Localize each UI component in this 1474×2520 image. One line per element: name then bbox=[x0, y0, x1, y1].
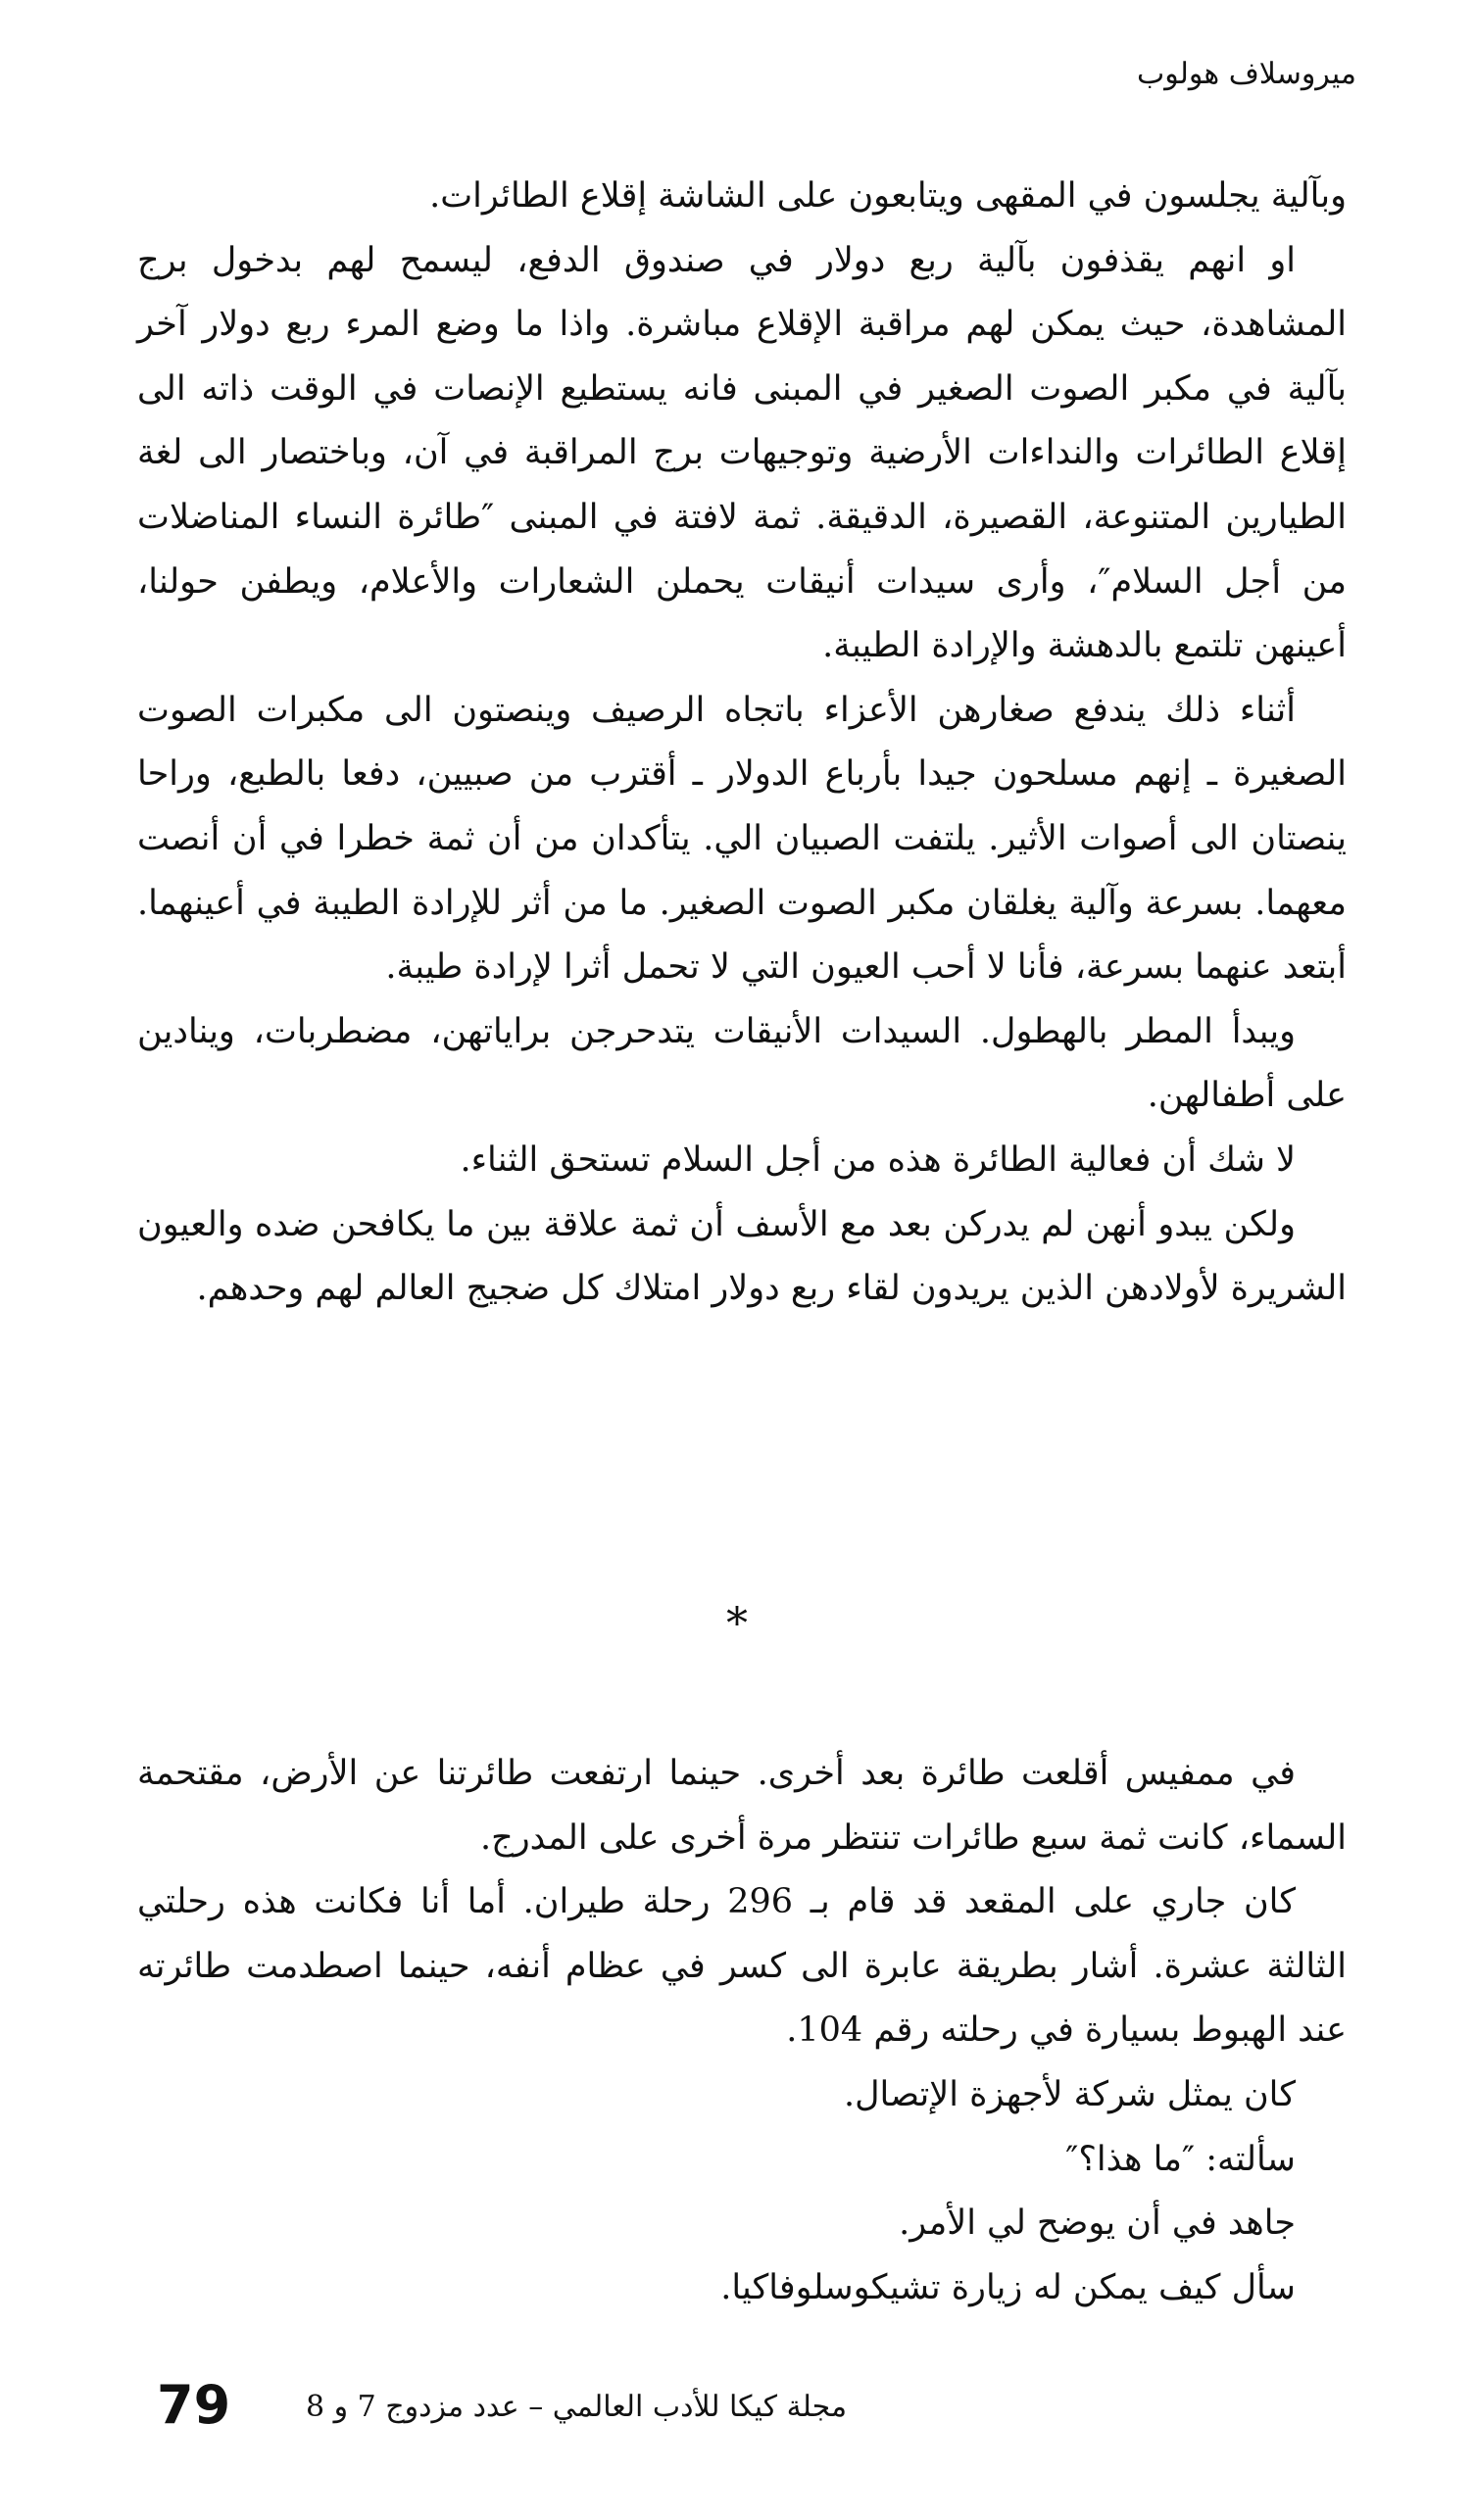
paragraph: جاهد في أن يوضح لي الأمر. bbox=[899, 2204, 1296, 2244]
footer-journal-title: مجلة كيكا للأدب العالمي – عدد مزدوج 7 و 8 bbox=[306, 2390, 848, 2424]
paragraph: في ممفيس أقلعت طائرة بعد أخرى. حينما ارتفعت طائرتنا عن الأرض، مقتحمة السماء، كانت ثمة سبع طائرات تنتظر مرة أخرى على المدرج. bbox=[137, 1754, 1347, 1858]
text-section-1 bbox=[137, 165, 1347, 1322]
paragraph: لا شك أن فعالية الطائرة هذه من أجل السلام تستحق الثناء. bbox=[460, 1139, 1296, 1180]
running-head-author: ميروسلاف هولوب bbox=[1136, 57, 1356, 91]
paragraph: ولكن يبدو أنهن لم يدركن بعد مع الأسف أن ثمة علاقة بين ما يكافحن ضده والعيون الشريرة لأولادهن الذين يريدون لقاء ربع دولار امتلاك كل ضجيج العالم لهم وحدهم. bbox=[137, 1204, 1347, 1309]
paragraph: سألته: ″ما هذا؟″ bbox=[1065, 2139, 1296, 2179]
paragraph: أثناء ذلك يندفع صغارهن الأعزاء باتجاه الرصيف وينصتون الى مكبرات الصوت الصغيرة ـ إنهم مسلحون جيدا بأرباع الدولار ـ أقترب من صبيين، دفعا بالطبع، وراحا ينصتان الى أصوات الأثير. يلتفت الصبيان الي. يتأكدان من أن ثمة خطرا في أن أنصت معهما. بسرعة وآلية يغلقان مكبر الصوت الصغير. ما من أثر للإرادة الطيبة في أعينهما. أبتعد عنهما بسرعة، فأنا لا أحب العيون التي لا تحمل أثرا لإرادة طيبة. bbox=[137, 690, 1347, 988]
paragraph: كان جاري على المقعد قد قام بـ 296 رحلة طيران. أما أنا فكانت هذه رحلتي الثالثة عشرة. أشار بطريقة عابرة الى كسر في عظام أنفه، حينما اصطدمت طائرته عند الهبوط بسيارة في رحلته رقم 104. bbox=[137, 1882, 1347, 2051]
text-section-2 bbox=[137, 1742, 1347, 2320]
page-number: 79 bbox=[157, 2374, 231, 2436]
paragraph: او انهم يقذفون بآلية ربع دولار في صندوق الدفع، ليسمح لهم بدخول برج المشاهدة، حيث يمكن لهم مراقبة الإقلاع مباشرة. واذا ما وضع المرء ربع دولار آخر بآلية في مكبر الصوت الصغير في المبنى فانه يستطيع الإنصات في الوقت ذاته الى إقلاع الطائرات والنداءات الأرضية وتوجيهات برج المراقبة في آن، وباختصار الى لغة الطيارين المتنوعة، القصيرة، الدقيقة. ثمة لافتة في المبنى ″طائرة النساء المناضلات من أجل السلام″، وأرى سيدات أنيقات يحملن الشعارات والأعلام، ويطفن حولنا، أعينهن تلتمع بالدهشة والإرادة الطيبة. bbox=[137, 240, 1347, 666]
section-separator-asterisk: * bbox=[726, 1599, 748, 1649]
paragraph: ويبدأ المطر بالهطول. السيدات الأنيقات يتدحرجن براياتهن، مضطربات، وينادين على أطفالهن. bbox=[137, 1011, 1347, 1116]
paragraph: كان يمثل شركة لأجهزة الإتصال. bbox=[843, 2074, 1296, 2114]
paragraph: سأل كيف يمكن له زيارة تشيكوسلوفاكيا. bbox=[720, 2267, 1296, 2307]
paragraph: وبآلية يجلسون في المقهى ويتابعون على الشاشة إقلاع الطائرات. bbox=[429, 176, 1347, 216]
